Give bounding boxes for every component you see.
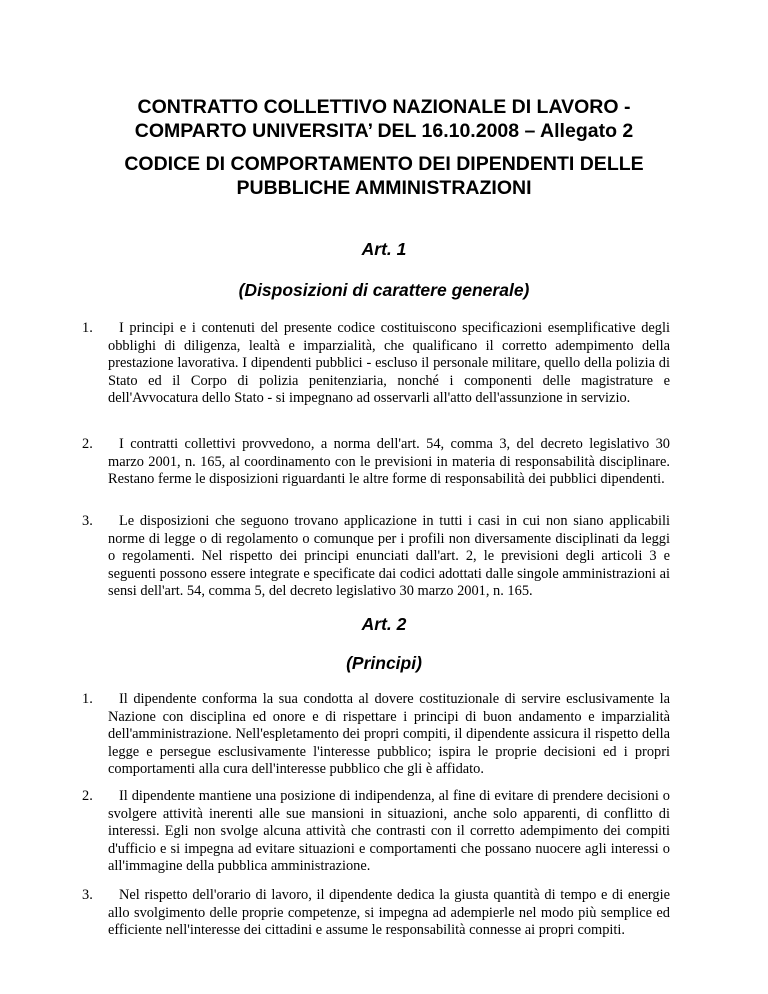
article-2-paragraph-2-number: 2. bbox=[82, 788, 93, 804]
document-title-line-1: CONTRATTO COLLETTIVO NAZIONALE DI LAVORO - bbox=[137, 96, 631, 118]
article-1-paragraph-3: Le disposizioni che seguono trovano applicazione in tutti i casi in cui non siano applicabili norme di legge o di regolamento o comunque per i profili non diversamente disciplinati da leggi o regolamenti. Nel rispetto dei principi enunciati dall'art. 2, le previsioni degli articoli 3 e seguenti possono essere integrate e specificate dai codici adottati dalle singole amministrazioni ai sensi dell'art. 54, comma 5, del decreto legislativo 30 marzo 2001, n. 165. bbox=[108, 513, 670, 600]
article-2-paragraph-1-number: 1. bbox=[82, 691, 93, 707]
document-title-line-2: COMPARTO UNIVERSITA’ DEL 16.10.2008 – Allegato 2 bbox=[134, 120, 634, 142]
article-1-number: Art. 1 bbox=[361, 239, 407, 259]
article-2-paragraph-3-number: 3. bbox=[82, 887, 93, 903]
article-2-heading: (Principi) bbox=[346, 653, 422, 673]
article-1-paragraph-1: I principi e i contenuti del presente codice costituiscono specificazioni esemplificative degli obblighi di diligenza, lealtà e imparzialità, che qualificano il corretto adempimento della prestazione lavorativa. I dipendenti pubblici - escluso il personale militare, quello della polizia di Stato ed il Corpo di polizia penitenziaria, nonché i componenti delle magistrature e dell'Avvocatura dello Stato - si impegnano ad osservarli all'atto dell'assunzione in servizio. bbox=[108, 320, 670, 407]
article-1-paragraph-2-number: 2. bbox=[82, 436, 93, 452]
article-1-heading: (Disposizioni di carattere generale) bbox=[238, 280, 530, 300]
article-1-paragraph-1-number: 1. bbox=[82, 320, 93, 336]
article-2-paragraph-2: Il dipendente mantiene una posizione di indipendenza, al fine di evitare di prendere decisioni o svolgere attività inerenti alle sue mansioni in situazioni, anche solo apparenti, di conflitto di interessi. Egli non svolge alcuna attività che contrasti con il corretto adempimento dei compiti d'ufficio e si impegna ad evitare situazioni e comportamenti che possano nuocere agli interessi o all'immagine della pubblica amministrazione. bbox=[108, 788, 670, 875]
document-subtitle-line-2: PUBBLICHE AMMINISTRAZIONI bbox=[236, 177, 532, 199]
document-title bbox=[60, 95, 708, 143]
article-1-paragraph-3-number: 3. bbox=[82, 513, 93, 529]
article-2-paragraph-1: Il dipendente conforma la sua condotta al dovere costituzionale di servire esclusivamente la Nazione con disciplina ed onore e di rispettare i principi di buon andamento e imparzialità dell'amministrazione. Nell'espletamento dei propri compiti, il dipendente assicura il rispetto della legge e persegue esclusivamente l'interesse pubblico; ispira le proprie decisioni ed i propri comportamenti alla cura dell'interesse pubblico che gli è affidato. bbox=[108, 691, 670, 778]
document-subtitle bbox=[60, 152, 708, 200]
article-2-paragraph-3: Nel rispetto dell'orario di lavoro, il dipendente dedica la giusta quantità di tempo e di energie allo svolgimento delle proprie competenze, si impegna ad adempierle nel modo più semplice ed efficiente nell'interesse dei cittadini e assume le responsabilità connesse ai propri compiti. bbox=[108, 887, 670, 939]
document-subtitle-line-1: CODICE DI COMPORTAMENTO DEI DIPENDENTI DELLE bbox=[124, 153, 644, 175]
article-1-paragraph-2: I contratti collettivi provvedono, a norma dell'art. 54, comma 3, del decreto legislativo 30 marzo 2001, n. 165, al coordinamento con le previsioni in materia di responsabilità disciplinare. Restano ferme le disposizioni riguardanti le altre forme di responsabilità dei pubblici dipendenti. bbox=[108, 436, 670, 488]
article-2-number: Art. 2 bbox=[361, 614, 407, 634]
